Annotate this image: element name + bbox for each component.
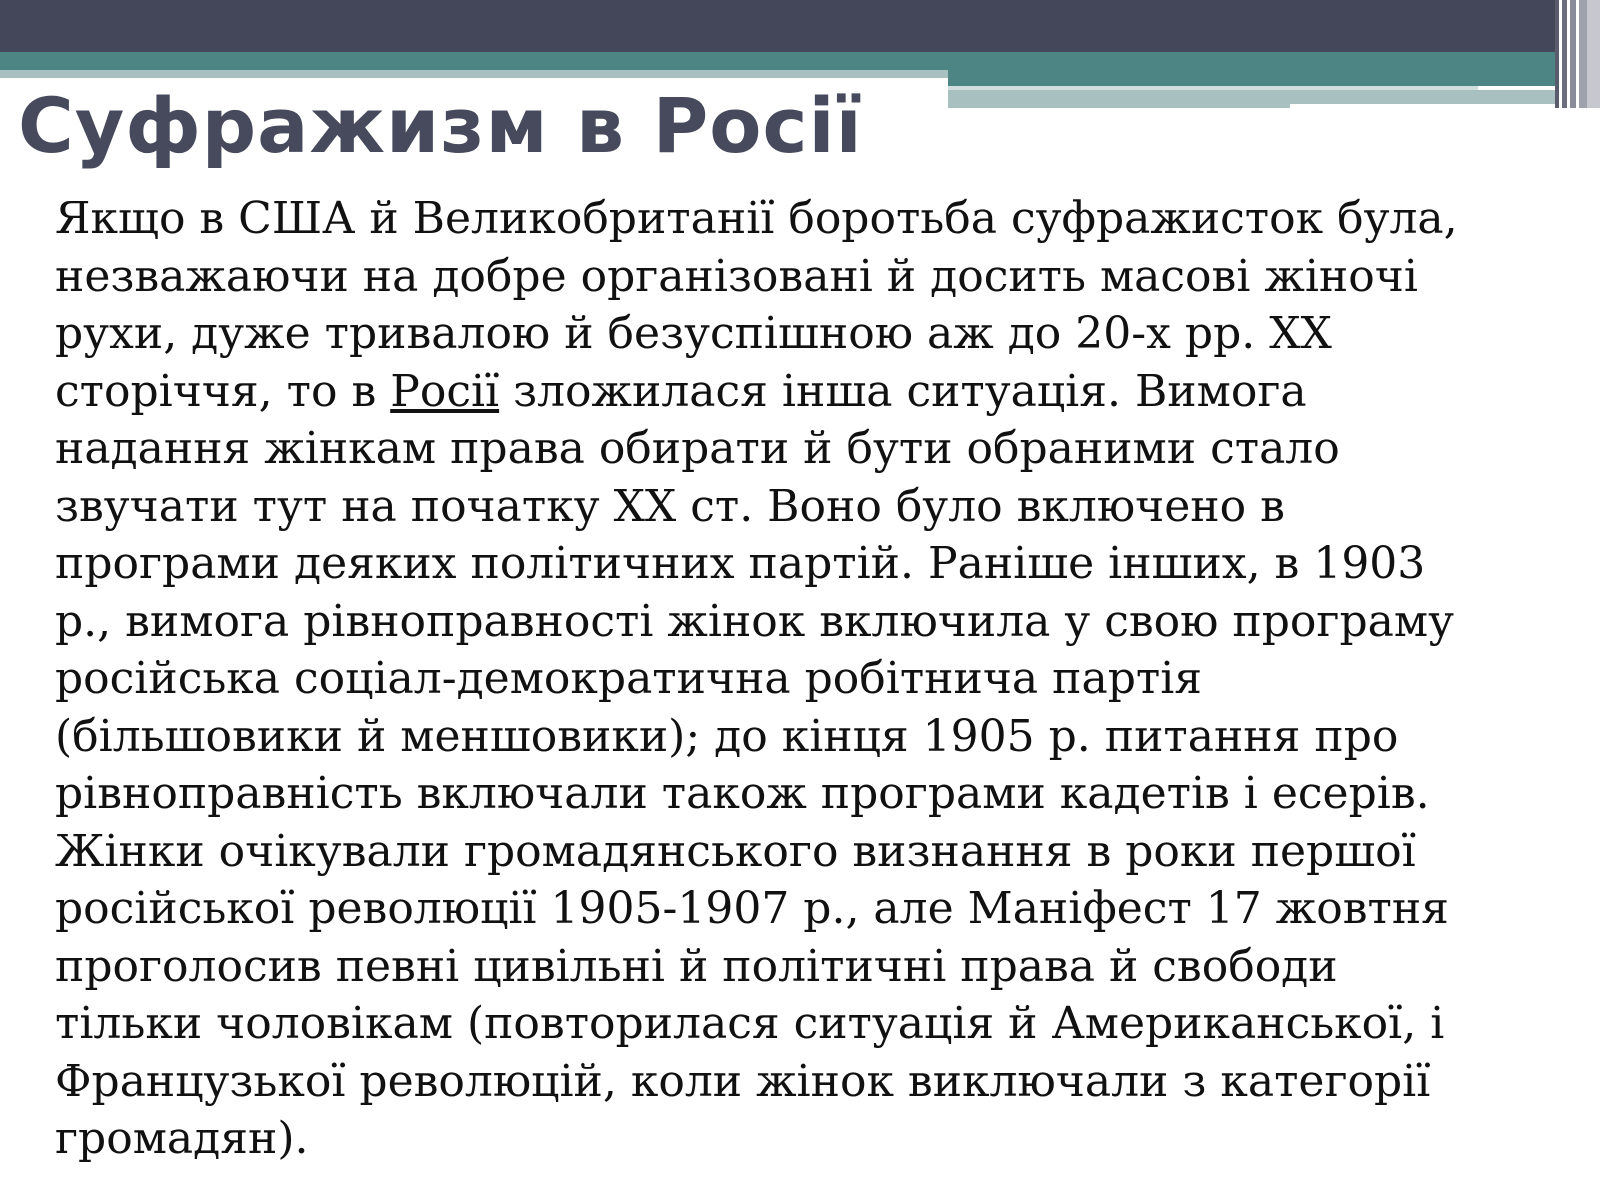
- body-line: російська соціал-демократична робітнича партія: [55, 653, 1203, 704]
- body-line: рівноправність включали також програми кадетів і есерів.: [55, 768, 1430, 819]
- body-line: Якщо в США й Великобританії боротьба суфражисток була,: [55, 193, 1458, 244]
- body-line: рухи, дуже тривалою й безуспішною аж до 20-х рр. XX: [55, 308, 1332, 359]
- header-band-right-gap: [1290, 104, 1560, 108]
- body-line: Жінки очікували громадянського визнання в роки першої: [55, 825, 1416, 877]
- body-line: (більшовики й меншовики); до кінця 1905 р. питання про: [55, 710, 1399, 762]
- body-line: тільки чоловікам (повторилася ситуація й Американської, і: [55, 998, 1445, 1049]
- slide-body: [55, 190, 1575, 1168]
- body-line: незважаючи на добре організовані й досить масові жіночі: [55, 250, 1418, 302]
- body-line: Французької революцій, коли жінок виключали з категорії: [55, 1055, 1431, 1107]
- header-band-teal: [0, 52, 1560, 70]
- decorative-vertical-stripes: [1555, 0, 1600, 108]
- body-line: громадян).: [55, 1113, 309, 1164]
- body-line: звучати тут на початку XX ст. Воно було включено в: [55, 480, 1285, 532]
- body-line-text: зложилася інша ситуація. Вимога: [513, 365, 1307, 417]
- body-line: російської революції 1905-1907 р., але Маніфест 17 жовтня: [55, 883, 1449, 934]
- body-line: програми деяких політичних партій. Раніше інших, в 1903: [55, 538, 1426, 589]
- slide-title: Суфражизм в Росії: [18, 81, 863, 170]
- body-line: надання жінкам права обирати й бути обраними стало: [55, 423, 1340, 474]
- header-band-dark: [0, 0, 1600, 52]
- body-line: р., вимога рівноправності жінок включила у свою програму: [55, 595, 1454, 647]
- body-line-text: сторіччя, то в: [55, 365, 377, 417]
- body-line: проголосив певні цивільні й політичні права й свободи: [55, 940, 1338, 992]
- header-band-right-teal: [948, 70, 1560, 86]
- header-band-light: [0, 70, 948, 78]
- body-line-with-link: [55, 363, 1575, 421]
- russia-link[interactable]: Росії: [390, 365, 500, 417]
